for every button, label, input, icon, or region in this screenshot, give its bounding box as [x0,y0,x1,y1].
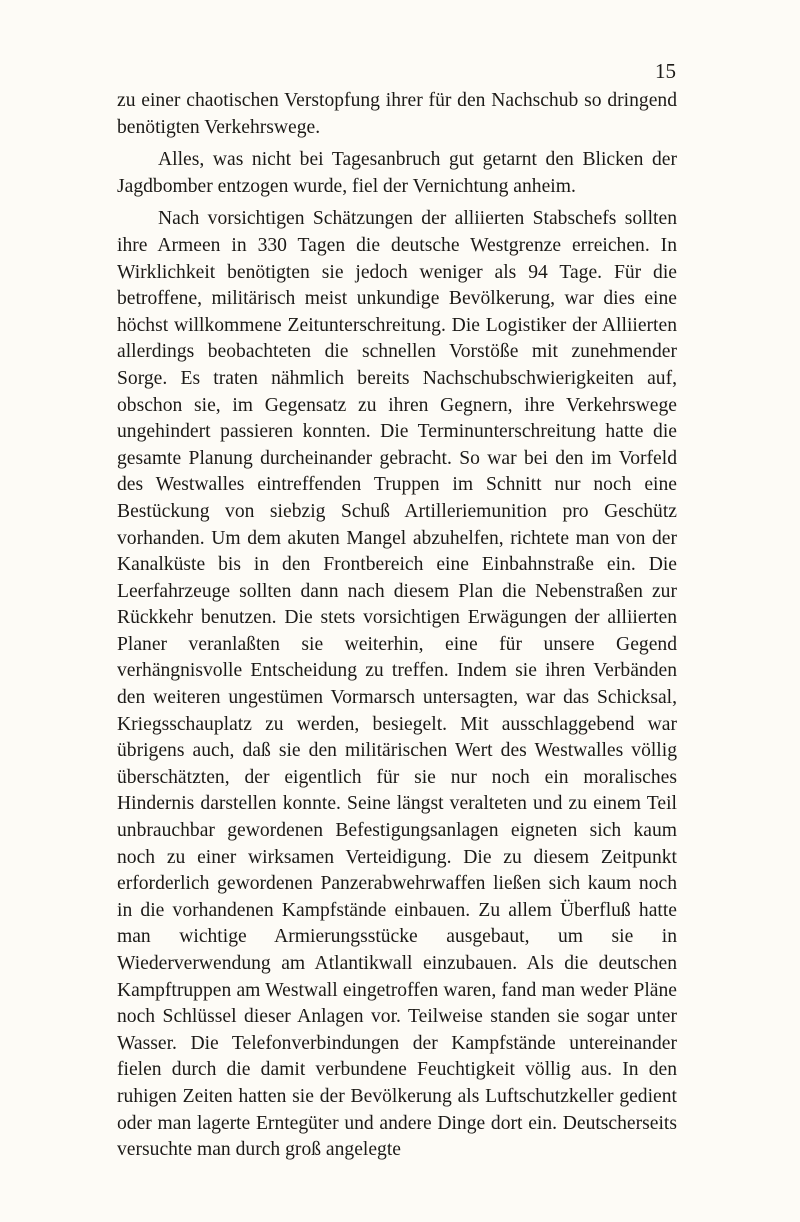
paragraph-continuation: zu einer chaotischen Verstopfung ihrer für den Nachschub so dringend benötigten Verkehrswege. [117,90,677,138]
page-number: 15 [655,59,676,83]
body-text [117,88,677,1164]
paragraph-westwall: Nach vorsichtigen Schätzungen der alliierten Stabschefs sollten ihre Armeen in 330 Tagen die deutsche Westgrenze erreichen. In Wirklichkeit benötigten sie jedoch weniger als 94 Tage. Für die betroffene, militärisch meist unkundige Bevölkerung, war dies eine höchst willkommene Zeitunterschreitung. Die Logistiker der Alliierten allerdings beobachteten die schnellen Vorstöße mit zunehmender Sorge. Es traten nähmlich bereits Nachschubschwierigkeiten auf, obschon sie, im Gegensatz zu ihren Gegnern, ihre Verkehrswege ungehindert passieren konnten. Die Terminunterschreitung hatte die gesamte Planung durcheinander gebracht. So war bei den im Vorfeld des Westwalles eintreffenden Truppen im Schnitt nur noch eine Bestückung von siebzig Schuß Artilleriemunition pro Geschütz vorhanden. Um dem akuten Mangel abzuhelfen, richtete man von der Kanalküste bis in den Frontbereich eine Einbahnstraße ein. Die Leerfahrzeuge sollten dann nach diesem Plan die Nebenstraßen zur Rückkehr benutzen. Die stets vorsichtigen Erwägungen der alliierten Planer veranlaßten sie weiterhin, eine für unsere Gegend verhängnisvolle Entscheidung zu treffen. Indem sie ihren Verbänden den weiteren ungestümen Vormarsch untersagten, war das Schicksal, Kriegsschauplatz zu werden, besiegelt. Mit ausschlaggebend war übrigens auch, daß sie den militärischen Wert des Westwalles völlig überschätzten, der eigentlich für sie nur noch ein moralisches Hindernis darstellen konnte. Seine längst veralteten und zu einem Teil unbrauchbar gewordenen Befestigungsanlagen eigneten sich kaum noch zu einer wirksamen Verteidigung. Die zu diesem Zeitpunkt erforderlich gewordenen Panzerabwehrwaffen ließen sich kaum noch in die vorhandenen Kampfstände einbauen. Zu allem Überfluß hatte man wichtige Armierungsstücke ausgebaut, um sie in Wiederverwendung am Atlantikwall einzubauen. Als die deutschen Kampftruppen am Westwall eingetroffen waren, fand man weder Pläne noch Schlüssel dieser Anlagen vor. Teilweise standen sie sogar unter Wasser. Die Telefonverbindungen der Kampfstände untereinander fielen durch die damit verbundene Feuchtigkeit völlig aus. In den ruhigen Zeiten hatten sie der Bevölkerung als Luftschutzkeller gedient oder man lagerte Erntegüter und andere Dinge dort ein. Deutscherseits versuchte man durch groß angelegte [117,208,677,1161]
paragraph-jagdbomber: Alles, was nicht bei Tagesanbruch gut getarnt den Blicken der Jagdbomber entzogen wurde, fiel der Vernichtung anheim. [117,149,677,197]
